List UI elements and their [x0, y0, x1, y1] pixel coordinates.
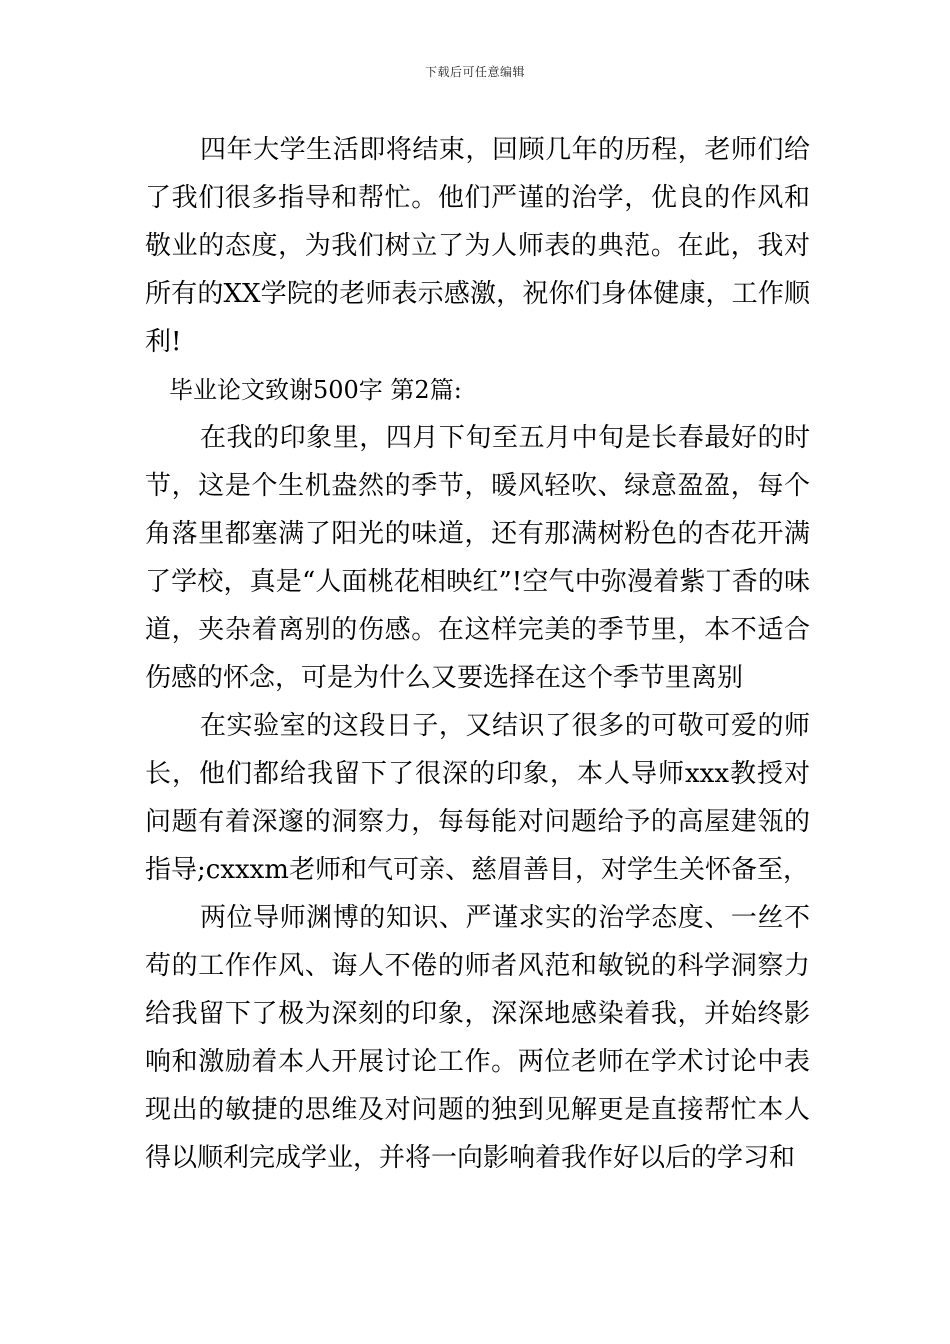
document-body	[145, 126, 810, 1182]
section-heading: 毕业论文致谢500字 第2篇:	[169, 376, 462, 404]
paragraph-two-advisors: 两位导师渊博的知识、严谨求实的治学态度、一丝不苟的工作作风、诲人不倦的师者风范和敏锐的科学洞察力给我留下了极为深刻的印象，深深地感染着我，并始终影响和激励着本人开展讨论工作。两位老师在学术讨论中表现出的敏捷的思维及对问题的独到见解更是直接帮忙本人得以顺利完成学业，并将一向影响着我作好以后的学习和	[145, 903, 810, 1173]
paragraph-thanks-teachers: 四年大学生活即将结束，回顾几年的历程，老师们给了我们很多指导和帮忙。他们严谨的治学，优良的作风和敬业的态度，为我们树立了为人师表的典范。在此，我对所有的XX学院的老师表示感激，祝你们身体健康，工作顺利!	[145, 135, 810, 357]
page-header: 下载后可任意编辑	[424, 65, 525, 79]
paragraph-spring-memory: 在我的印象里，四月下旬至五月中旬是长春最好的时节，这是个生机盎然的季节，暖风轻吹、绿意盈盈，每个角落里都塞满了阳光的味道，还有那满树粉色的杏花开满了学校，真是“人面桃花相映红”!空气中弥漫着紫丁香的味道，夹杂着离别的伤感。在这样完美的季节里，本不适合伤感的怀念，可是为什么又要选择在这个季节里离别	[145, 423, 810, 693]
paragraph-lab-days: 在实验室的这段日子，又结识了很多的可敬可爱的师长，他们都给我留下了很深的印象，本人导师xxx教授对问题有着深邃的洞察力，每每能对问题给予的高屋建瓴的指导;cxxxm老师和气可亲、慈眉善目，对学生关怀备至，	[145, 711, 810, 885]
